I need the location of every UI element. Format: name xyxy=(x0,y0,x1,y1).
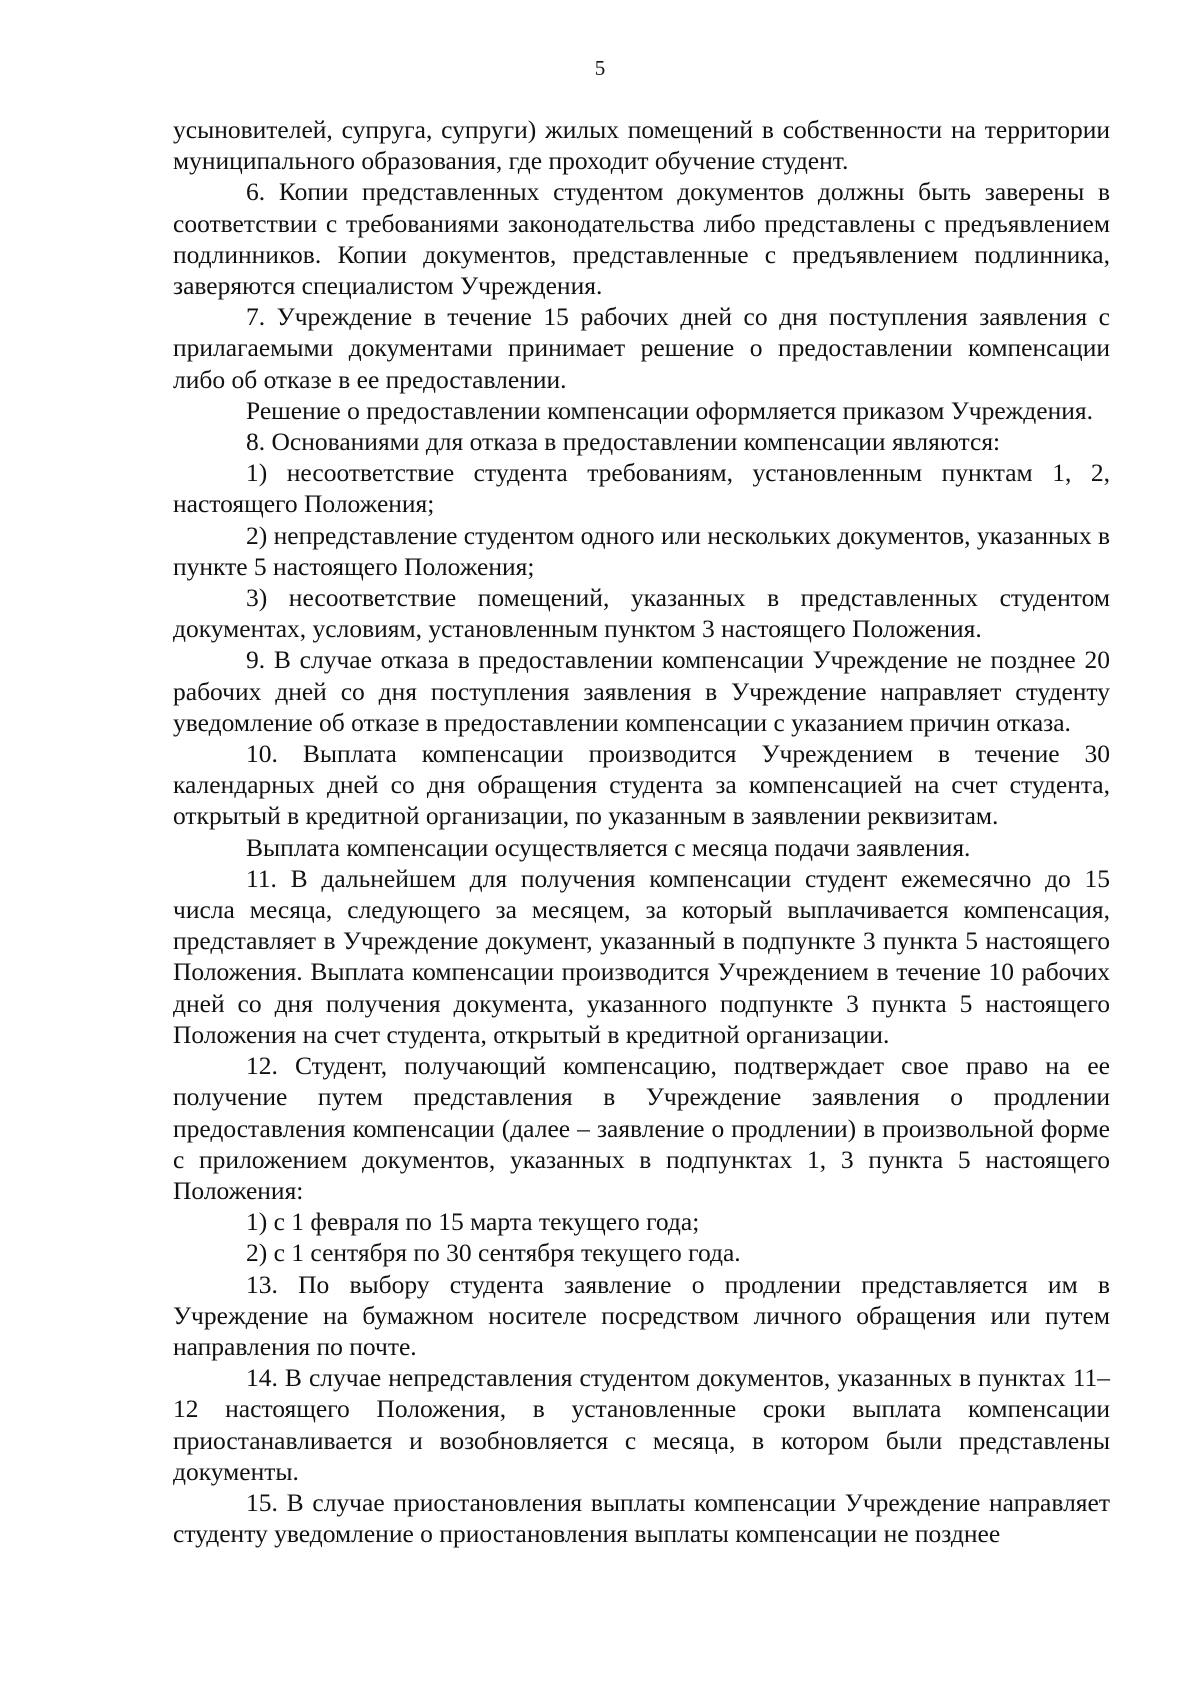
paragraph: 13. По выбору студента заявление о продлении представляется им в Учреждение на бумажном носителе посредством личного обращения или путем направления по почте. xyxy=(173,1269,1110,1361)
list-item: 2) с 1 сентября по 30 сентября текущего года. xyxy=(246,1238,741,1268)
paragraph: 11. В дальнейшем для получения компенсации студент ежемесячно до 15 числа месяца, следующего за месяцем, за который выплачивается компенсация, представляет в Учреждение документ, указанный в подпункте 3 пункта 5 настоящего Положения. Выплата компенсации производится Учреждением в течение 10 рабочих дней со дня получения документа, указанного подпункте 3 пункта 5 настоящего Положения на счет студента, открытый в кредитной организации. xyxy=(173,863,1110,1049)
paragraph: Выплата компенсации осуществляется с месяца подачи заявления. xyxy=(246,832,971,862)
paragraph: 12. Студент, получающий компенсацию, подтверждает свое право на ее получение путем представления в Учреждение заявления о продлении предоставления компенсации (далее – заявление о продлении) в произвольной форме с приложением документов, указанных в подпунктах 1, 3 пункта 5 настоящего Положения: xyxy=(173,1051,1110,1205)
list-item: 3) несоответствие помещений, указанных в представленных студентом документах, условиям, установленным пунктом 3 настоящего Положения. xyxy=(173,583,1110,644)
paragraph: 10. Выплата компенсации производится Учреждением в течение 30 календарных дней со дня обращения студента за компенсацией на счет студента, открытый в кредитной организации, по указанным в заявлении реквизитам. xyxy=(173,739,1110,831)
document-body xyxy=(173,114,1110,1549)
list-item: 1) несоответствие студента требованиям, установленным пунктам 1, 2, настоящего Положения; xyxy=(173,458,1110,519)
paragraph: Решение о предоставлении компенсации оформляется приказом Учреждения. xyxy=(246,395,1093,425)
list-item: 1) с 1 февраля по 15 марта текущего года; xyxy=(246,1207,700,1237)
list-item: 2) непредставление студентом одного или нескольких документов, указанных в пункте 5 настоящего Положения; xyxy=(173,520,1110,581)
paragraph: 8. Основаниями для отказа в предоставлении компенсации являются: xyxy=(246,427,1001,457)
paragraph: 9. В случае отказа в предоставлении компенсации Учреждение не позднее 20 рабочих дней со дня поступления заявления в Учреждение направляет студенту уведомление об отказе в предоставлении компенсации с указанием причин отказа. xyxy=(173,645,1110,737)
paragraph: 6. Копии представленных студентом документов должны быть заверены в соответствии с требованиями законодательства либо представлены с предъявлением подлинников. Копии документов, представленные с предъявлением подлинника, заверяются специалистом Учреждения. xyxy=(173,177,1110,301)
paragraph: 7. Учреждение в течение 15 рабочих дней со дня поступления заявления с прилагаемыми документами принимает решение о предоставлении компенсации либо об отказе в ее предоставлении. xyxy=(173,302,1110,394)
page-number: 5 xyxy=(594,56,606,80)
paragraph: 15. В случае приостановления выплаты компенсации Учреждение направляет студенту уведомление о приостановления выплаты компенсации не позднее xyxy=(173,1487,1110,1549)
paragraph: усыновителей, супруга, супруги) жилых помещений в собственности на территории муниципального образования, где проходит обучение студент. xyxy=(173,115,1110,176)
paragraph: 14. В случае непредставления студентом документов, указанных в пунктах 11–12 настоящего Положения, в установленные сроки выплата компенсации приостанавливается и возобновляется с месяца, в котором были представлены документы. xyxy=(173,1363,1110,1486)
